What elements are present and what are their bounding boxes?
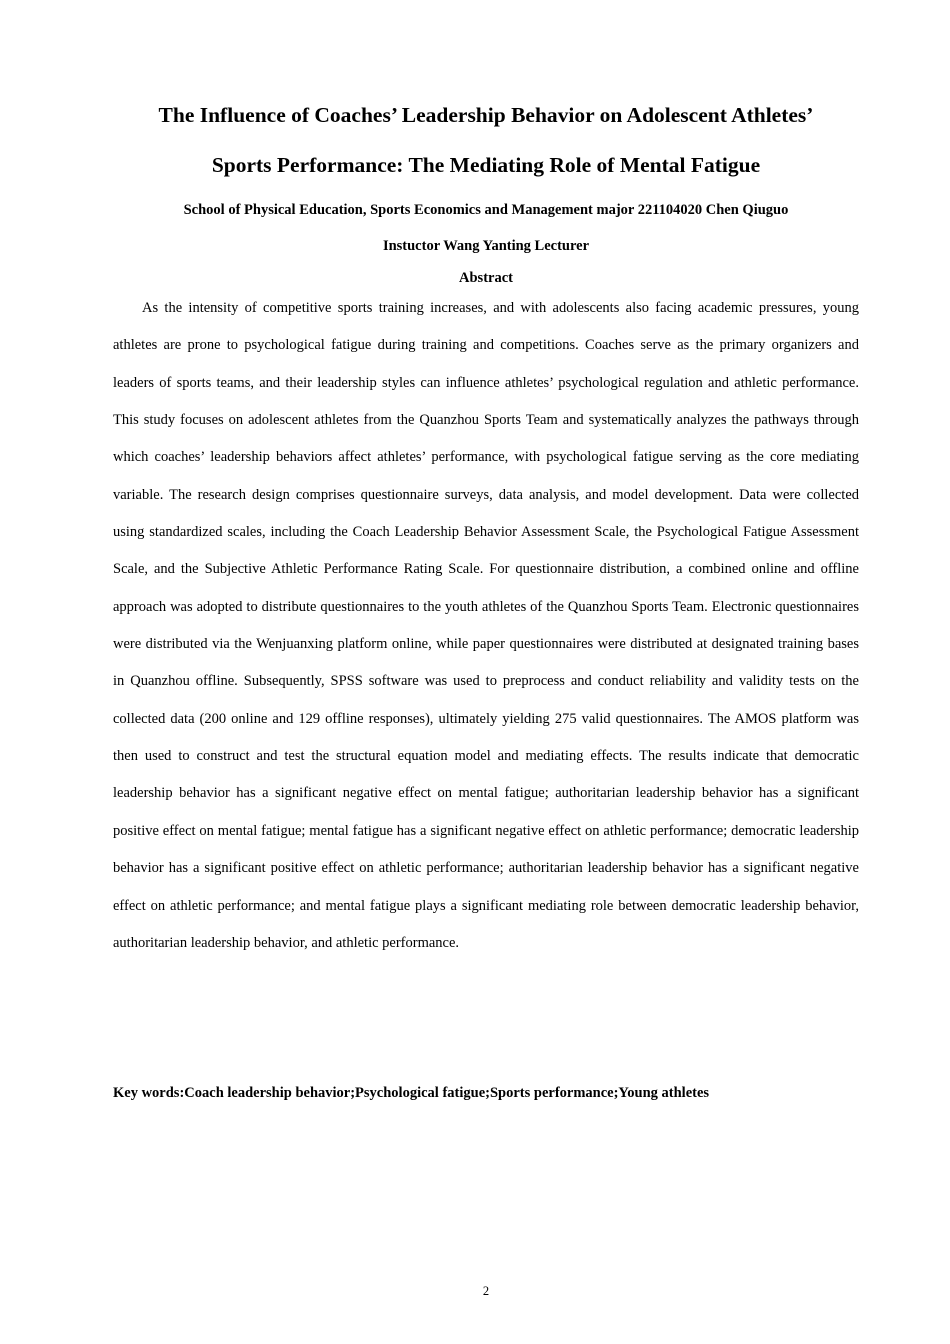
- keywords-line: Key words:Coach leadership behavior;Psychological fatigue;Sports performance;Young athletes: [113, 1085, 710, 1101]
- paper-title-line-2: Sports Performance: The Mediating Role of Mental Fatigue: [211, 153, 761, 177]
- author-affiliation: School of Physical Education, Sports Economics and Management major 221104020 Chen Qiuguo: [183, 202, 789, 218]
- paper-title-line-1: The Influence of Coaches’ Leadership Behavior on Adolescent Athletes’: [158, 103, 814, 127]
- page-number: 2: [482, 1284, 490, 1298]
- instructor-line: Instuctor Wang Yanting Lecturer: [382, 238, 590, 254]
- abstract-heading: Abstract: [459, 270, 513, 286]
- abstract-body: As the intensity of competitive sports training increases, and with adolescents also facing academic pressures, young athletes are prone to psychological fatigue during training and competitions. Coaches serve as the primary organizers and leaders of sports teams, and their leadership styles can influence athletes’ psychological regulation and athletic performance. This study focuses on adolescent athletes from the Quanzhou Sports Team and systematically analyzes the pathways through which coaches’ leadership behaviors affect athletes’ performance, with psychological fatigue serving as the core mediating variable. The research design comprises questionnaire surveys, data analysis, and model development. Data were collected using standardized scales, including the Coach Leadership Behavior Assessment Scale, the Psychological Fatigue Assessment Scale, and the Subjective Athletic Performance Rating Scale. For questionnaire distribution, a combined online and offline approach was adopted to distribute questionnaires to the youth athletes of the Quanzhou Sports Team. Electronic questionnaires were distributed via the Wenjuanxing platform online, while paper questionnaires were distributed at designated training bases in Quanzhou offline. Subsequently, SPSS software was used to preprocess and conduct reliability and validity tests on the collected data (200 online and 129 offline responses), ultimately yielding 275 valid questionnaires. The AMOS platform was then used to construct and test the structural equation model and mediating effects. The results indicate that democratic leadership behavior has a significant negative effect on mental fatigue; authoritarian leadership behavior has a significant positive effect on mental fatigue; mental fatigue has a significant negative effect on athletic performance; democratic leadership behavior has a significant positive effect on athletic performance; authoritarian leadership behavior has a significant negative effect on athletic performance; and mental fatigue plays a significant mediating role between democratic leadership behavior, authoritarian leadership behavior, and athletic performance.: [113, 300, 859, 951]
